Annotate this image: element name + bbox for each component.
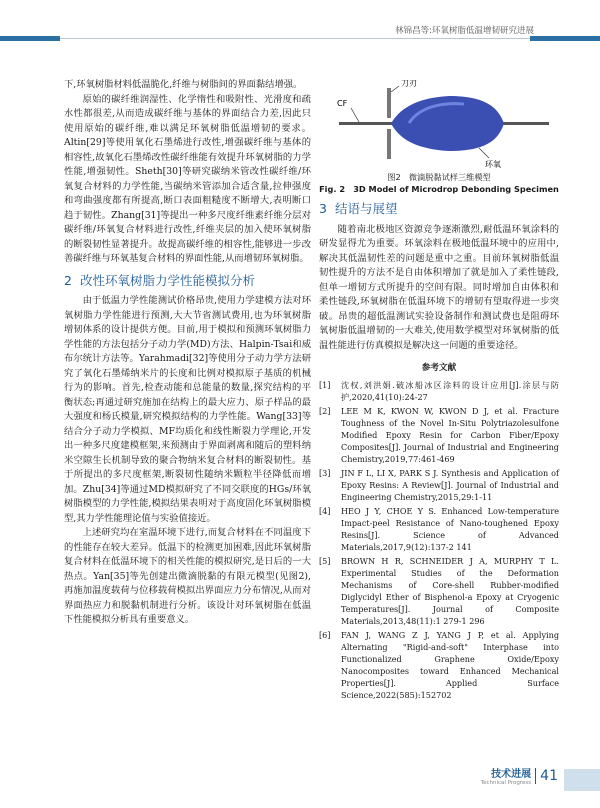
knife-edge-bottom [387,129,391,159]
section-title: 改性环氧树脂力学性能模拟分析 [79,272,255,288]
paragraph: 原始的碳纤维润湿性、化学惰性和吸附性、光滑度和疏水性都很差,从而造成碳纤维与基体的界面结合力差,因此只使用原始的碳纤维,难以满足环氧树脂低温增韧的要求。Altin[29]等使用氧化石墨烯进行改性,增强碳纤维与基体的相容性,故氧化石墨烯改性碳纤维能有效提升环氧树脂的力学性能,增强韧性。Sheth[30]等研究碳纳米管改性碳纤维/环氧复合材料的力学性能,当碳纳米管添加合适含量,拉伸强度和弯曲强度都有所提高,断口表面粗糙度不断增大,表明断口趋于韧性。Zhang[31]等提出一种多尺度纤维素纤维分层对碳纤维/环氧复合材料进行改性,纤维夹层的加入使环氧树脂的断裂韧性显著提升。故提高碳纤维的相容性,能够进一步改善碳纤维与环氧基复合材料的界面性能,从而增韧环氧树脂。 [64,93,311,264]
reference-index: [1] [319,379,331,390]
footer-decoration [564,769,600,791]
section-heading [319,202,559,217]
section-number: 2 [64,272,72,288]
leader-resin [479,148,489,158]
paragraph: 上述研究均在室温环境下进行,而复合材料在不同温度下的性能存在较大差异。低温下的检测更加困难,因此环氧树脂复合材料在低温环境下的相关性能的模拟研究,是日后的一大热点。Yan[35]等先创建出微滴脱黏的有限元模型(见图2),再施加温度载荷与位移载荷模拟出界面应力分布情况,从而对界面热应力和脱黏机制进行分析。该设计对环氧树脂在低温下性能模拟分析具有重要意义。 [64,527,311,625]
reference-index: [4] [319,505,331,516]
page-number: 41 [535,768,558,784]
reference-text: FAN J, WANG Z J, YANG J P, et al. Applying Alternating "Rigid-and-soft" Interphase into Functionalized Graphene Oxide/Epoxy Nanocomposites toward Enhanced Mechanical Properties[J]. Applied Surface Science,2022(585):152702 [341,629,559,700]
label-resin: 环氧 [485,160,501,169]
header-accent-left [0,36,60,41]
figure-caption [319,172,559,195]
leader-knife [391,86,399,92]
reference-item [319,405,559,465]
references-title: 参考文献 [421,363,457,373]
reference-index: [6] [319,629,331,640]
paragraph: 下,环氧树脂材料低温脆化,纤维与树脂间的界面黏结增强。 [64,79,303,90]
reference-text: 沈权,刘洪娟.破冰船冰区涂料的设计应用[J].涂层与防护,2020,41(10):24-27 [341,379,559,402]
microdrop-model-drawing [319,78,559,170]
figure-caption-cn: 图2 微滴脱黏试样三维模型 [387,172,491,182]
reference-item [319,379,559,403]
section-heading [64,274,311,289]
reference-text: BROWN H R, SCHNEIDER J A, MURPHY T L. Experimental Studies of the Deformation Mechanisms of Core-shell Rubber-modified Diglycidyl Ether of Bisphenol-a Epoxy at Cryogenic Temperatures[J]. Journal of Composite Materials,2013,48(11):1 279-1 296 [341,555,559,626]
left-column [64,78,311,628]
reference-index: [2] [319,405,331,416]
leader-cf [351,108,359,122]
reference-text: HEO J Y, CHOE Y S. Enhanced Low-temperature Impact-peel Resistance of Nano-toughened Epoxy Resins[J]. Science of Advanced Materials,2017,9(12):137-2 141 [341,505,559,552]
right-column [319,78,559,703]
figure-microdrop-model [319,78,559,170]
reference-text: JIN F L, LI X, PARK S J. Synthesis and Application of Epoxy Resins: A Review[J]. Journal of Industrial and Engineering Chemistry,2015,29:1-11 [341,467,559,502]
page-header [0,0,600,64]
reference-item [319,467,559,503]
knife-edge-top [387,88,391,118]
label-knife: 刀刃 [401,79,417,88]
reference-item [319,555,559,627]
reference-index: [3] [319,467,331,478]
section-title: 结语与展望 [334,201,398,216]
figure-caption-en: Fig. 2 3D Model of Microdrop Debonding Specimen [319,183,559,194]
journal-brand [481,765,531,786]
reference-text: LEE M K, KWON W, KWON D J, et al. Fracture Toughness of the Novel In-Situ Polytriazolesulfone Modified Epoxy Resin for Carbon Fiber/Epoxy Composites[J]. Journal of Industrial and Engineering Chemistry,2019,77:461-469 [341,405,559,464]
reference-list [319,379,559,701]
reference-index: [5] [319,555,331,566]
section-number: 3 [319,201,327,216]
reference-item [319,505,559,553]
paragraph: 随着南北极地区资源竞争逐渐激烈,耐低温环氧涂料的研发显得尤为重要。环氧涂料在极地低温环境中的应用中,解决其低温韧性差的问题是重中之重。目前环氧树脂低温韧性提升的方法不是自由体积增加了就是加入了柔性链段,但单一增韧方式所提升的空间有限。同时增加自由体积和柔性链段,环氧树脂在低温环境下的增韧有望取得进一步突破。昂贵的超低温测试实验设备制作和测试费也是阻碍环氧树脂低温增韧的一大难关,使用数学模型对环氧树脂的低温性能进行仿真模拟是解决这一问题的重要途径。 [319,223,559,351]
paragraph: 由于低温力学性能测试价格昂贵,使用力学建模方法对环氧树脂力学性能进行预测,大大节省测试费用,也为环氧树脂增韧体系的设计提供方便。目前,用于模拟和预测环氧树脂力学性能的方法包括分子动力学(MD)方法、Halpin-Tsai和威布尔统计方法等。Yarahmadi[32]等使用分子动力学方法研究了氧化石墨烯纳米片的长度和比例对模拟原子基质的机械行为的影响。首先,检查动能和总能量的数量,探究结构的平衡状态;再通过研究施加在结构上的最大应力、原子样品的最大强度和杨氏模量,研究模拟结构的力学性能。Wang[33]等结合分子动力学模拟、MF均质化和线性断裂力学理论,开发出一种多尺度建模框架,来预测由于界面剥离和随后的塑料纳米空隙生长机制导致的聚合物纳米复合材料的断裂韧性。基于所提出的多尺度框架,断裂韧性随纳米颗粒半径降低而增加。Zhu[34]等通过MD模拟研究了不同交联度的HGs/环氧树脂模型的力学性能,模拟结果表明对于高度固化环氧树脂模型,其力学性能理论值与实验值接近。 [64,295,311,524]
page-footer [481,765,558,786]
header-rule [0,38,600,39]
journal-brand-en: Technical Progress [480,780,532,786]
label-cf: CF [337,99,348,108]
reference-item [319,629,559,701]
running-title: 林锦昌等:环氧树脂低温增韧研究进展 [395,26,534,36]
journal-brand-cn: 技术进展 [491,769,532,780]
header-accent-right [530,36,600,41]
